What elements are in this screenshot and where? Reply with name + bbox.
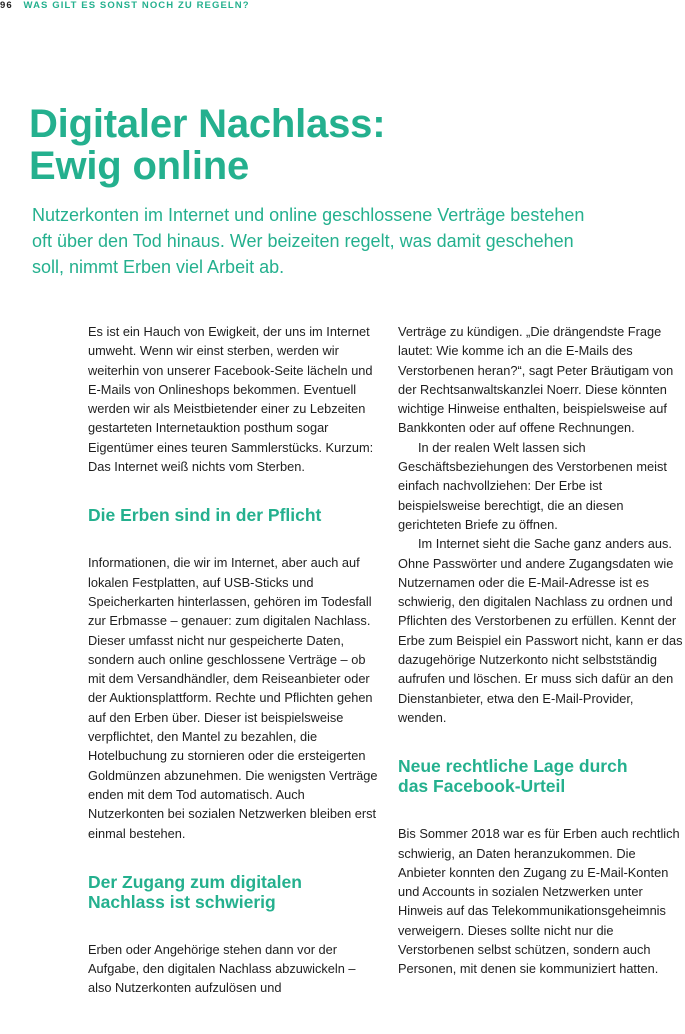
subheading-access-difficult — [88, 872, 378, 912]
subheading-line: Die Erben sind in der Pflicht — [88, 505, 322, 526]
subheading-heirs-duty — [88, 505, 378, 525]
title-line-2: Ewig online — [29, 144, 250, 188]
subheading-line-2: Nachlass ist schwierig — [88, 891, 276, 912]
lead-paragraph: Nutzerkonten im Internet und online geschlossene Verträge bestehen oft über den Tod hinaus. Wer beizeiten regelt, was damit geschehen soll, nimmt Erben viel Arbeit ab. — [32, 205, 585, 277]
body-paragraph: Erben oder Angehörige stehen dann vor der Aufgabe, den digitalen Nachlass abzuwickeln – also Nutzerkonten aufzulösen und — [88, 941, 356, 996]
subheading-line-1: Der Zugang zum digitalen — [88, 871, 302, 892]
running-head — [0, 0, 250, 11]
subheading-line-1: Neue rechtliche Lage durch — [398, 756, 628, 777]
intro-paragraph: Es ist ein Hauch von Ewigkeit, der uns im Internet umweht. Wenn wir einst sterben, werden wir weiterhin von unserer Facebook-Seite lächeln und E-Mails von Onlineshops bekommen. Eventuell werden wir als Meistbietender einer zu Lebzeiten gestarteten Internetauktion posthum sogar Eigentümer eines teuren Sammlerstücks. Kurzum: Das Internet weiß nichts vom Sterben. — [88, 324, 374, 475]
subheading-facebook-ruling — [398, 756, 685, 796]
article-title — [29, 103, 385, 187]
body-paragraph: Im Internet sieht die Sache ganz anders aus. Ohne Passwörter und andere Zugangsdaten wie Nutzernamen oder die E-Mail-Adresse ist es schwierig, den digitalen Nachlass zu ordnen und Pflichten des Verstorbenen zu erfüllen. Kennt der Erbe zum Beispiel ein Passwort nicht, kann er das dazugehörige Nutzerkonto nicht selbstständig aufrufen und löschen. Er muss sich dafür an den Dienstanbieter, etwa den E-Mail-Provider, wenden. — [398, 536, 683, 725]
page-number: 96 — [0, 0, 13, 11]
body-paragraph: Informationen, die wir im Internet, aber auch auf lokalen Festplatten, auf USB-Sticks und Speicherkarten hinterlassen, gehören im Todesfall zur Erbmasse – genauer: zum digitalen Nachlass. Dieser umfasst nicht nur gespeicherte Daten, sondern auch online geschlossene Verträge – ob mit dem Versandhändler, dem Reiseanbieter oder der Auktionsplattform. Rechte und Pflichten gehen auf den Erben über. Dieser ist beispielsweise verpflichtet, den Mantel zu bezahlen, die Hotelbuchung zu stornieren oder die ersteigerten Goldmünzen abzunehmen. Die wenigsten Verträge enden mit dem Tod automatisch. Auch Nutzerkonten bei sozialen Netzwerken bleiben erst einmal bestehen. — [88, 555, 378, 841]
subheading-line-2: das Facebook-Urteil — [398, 776, 566, 797]
section-title: WAS GILT ES SONST NOCH ZU REGELN? — [23, 0, 250, 11]
body-paragraph: Bis Sommer 2018 war es für Erben auch rechtlich schwierig, an Daten heranzukommen. Die Anbieter konnten den Zugang zu E-Mail-Konten und Accounts in sozialen Netzwerken unter Hinweis auf das Telekommunikationsgeheimnis verweigern. Dieses sollte nicht nur die Verstorbenen selbst schützen, sondern auch Personen, mit denen sie kommuniziert hatten. — [398, 826, 680, 977]
title-line-1: Digitaler Nachlass: — [29, 102, 386, 146]
body-paragraph: In der realen Welt lassen sich Geschäftsbeziehungen des Verstorbenen meist einfach nachvollziehen: Der Erbe ist beispielsweise berechtigt, die an diesen gerichteten Briefe zu öffnen. — [398, 439, 667, 532]
body-paragraph: Verträge zu kündigen. „Die drängendste Frage lautet: Wie komme ich an die E-Mails des Verstorbenen heran?“, sagt Peter Bräutigam von der Rechtsanwaltskanzlei Noerr. Diese könnten wichtige Hinweise enthalten, beispielsweise auf Bankkonten oder auf offene Rechnungen. — [398, 324, 674, 436]
left-column — [88, 322, 378, 998]
right-column — [398, 322, 685, 979]
